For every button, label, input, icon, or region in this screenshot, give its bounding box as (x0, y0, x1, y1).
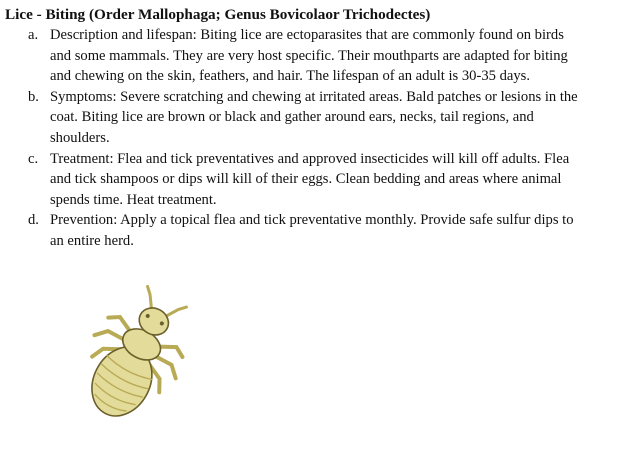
list-marker: d. (28, 212, 39, 229)
list-item-text: Symptoms: Severe scratching and chewing at irritated areas. Bald patches or lesions in the coat. Biting lice are brown or black and gather around ears, necks, tail regions, and shoulders. (50, 88, 578, 146)
list-marker: b. (28, 88, 39, 105)
list-marker: c. (28, 150, 39, 167)
list-marker: a. (28, 27, 39, 43)
document-title: Lice - Biting (Order Mallophaga; Genus Bovicolaor Trichodectes) (5, 6, 431, 23)
list-item-symptoms (0, 87, 585, 149)
list-item-text: Description and lifespan: Biting lice are ectoparasites that are commonly found on birds and some mammals. They are very host specific. Their mouthparts are adapted for biting and chewing on the skin, feathers, and hair. The lifespan of an adult is 30-35 days. (50, 27, 568, 85)
info-list (0, 25, 630, 252)
list-item-text: Treatment: Flea and tick preventatives and approved insecticides will kill off adults. Flea and tick shampoos or dips will kill of their eggs. Clean bedding and areas where animal spends time. Heat treatment. (50, 150, 570, 208)
list-item-description (0, 25, 585, 87)
list-item-prevention (0, 210, 585, 251)
biting-louse-illustration (76, 285, 196, 425)
list-item-text: Prevention: Apply a topical flea and tick preventative monthly. Provide safe sulfur dips to an entire herd. (50, 212, 574, 249)
list-item-treatment (0, 149, 585, 211)
